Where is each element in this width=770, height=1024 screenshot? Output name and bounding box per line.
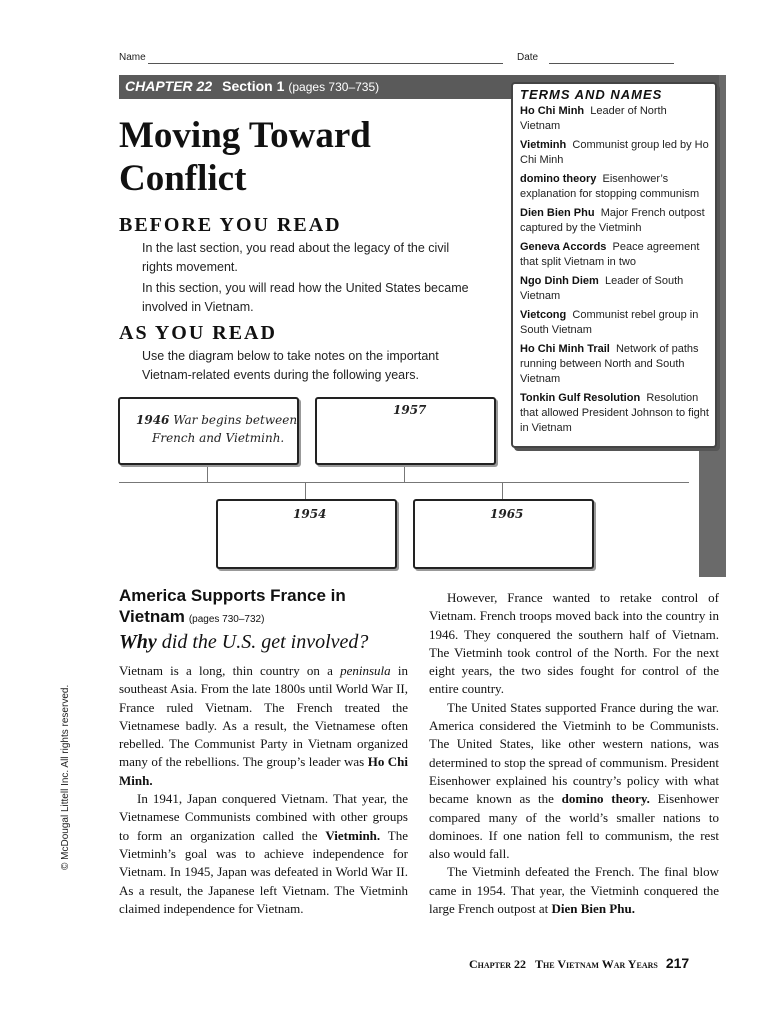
footer-title: The Vietnam War Years (535, 957, 658, 971)
page-title (119, 114, 371, 200)
term-name: Geneva Accords (520, 241, 607, 253)
left-p2-a: In 1941, Japan conquered Vietnam. That year, the Vietnamese Communists combined with other groups to form an organization called the (119, 791, 408, 843)
left-p1 (119, 662, 408, 790)
term-definition: Peace agreement that split Vietnam in two (520, 241, 700, 268)
term-definition: Resolution that allowed President Johnson to fight in Vietnam (520, 392, 709, 434)
page-number: 217 (665, 955, 690, 971)
as-you-read-heading: AS YOU READ (119, 322, 277, 344)
box-1957-year: 1957 (393, 403, 427, 417)
term-ho-chi-minh: Ho Chi Minh. (119, 754, 408, 788)
footer-chapter: Chapter 22 (469, 957, 527, 971)
term-name: domino theory (520, 173, 597, 185)
left-p2 (119, 790, 408, 918)
term-name: Vietcong (520, 309, 567, 321)
name-line[interactable] (148, 63, 503, 64)
box-1946-year: 1946 (136, 413, 170, 427)
right-p1: However, France wanted to retake control of Vietnam. French troops moved back into the country in 1946. They conquered the southern half of Vietnam. The Vietminh took control of the North. For the next eight years, the two sides fought for control of the entire country. (429, 590, 719, 697)
date-line[interactable] (549, 63, 674, 64)
box-1954-year: 1954 (293, 507, 327, 521)
term-definition: Eisenhower’s explanation for stopping communism (520, 173, 700, 200)
title-line-1: Moving Toward (119, 115, 371, 156)
box-1965-year: 1965 (490, 507, 524, 521)
timeline-box-1946[interactable] (118, 397, 299, 465)
timeline-tick-1957 (404, 465, 405, 482)
why-rest: did the U.S. get involved? (161, 631, 369, 653)
term-item (520, 391, 709, 436)
box-1946-note-b: French and Vietminh. (152, 431, 285, 445)
right-p2-a: The United States supported France during the war. America considered the Vietminh to be Communists. The United States, like other western nations, was determined to stop the spread of communism. President Eisenhower explained his country’s policy with what became known as the (429, 699, 719, 807)
term-definition: Network of paths running between North and South Vietnam (520, 343, 699, 385)
box-1946-text (136, 413, 297, 427)
page-footer (469, 955, 689, 972)
term-name: Tonkin Gulf Resolution (520, 392, 641, 404)
timeline-box-1965[interactable] (413, 499, 594, 569)
left-p1-b: in southeast Asia. From the late 1800s until World War II, France ruled Vietnam. The French treated the Vietnamese badly. As a result, the Vietnamese often rebelled. The Communist Party in Vietnam organized many of the rebellions. The group’s leader was (119, 663, 408, 770)
term-name: Ho Chi Minh (520, 105, 585, 117)
section-label: Section 1 (222, 78, 285, 94)
timeline-tick-1954 (305, 482, 306, 500)
timeline-axis (119, 482, 689, 483)
right-p2-b: Eisenhower compared many of the world’s smaller nations to dominoes. If one nation fell to communism, the rest also would fall. (429, 791, 719, 862)
why-question (119, 631, 368, 654)
term-definition: Leader of North Vietnam (520, 105, 667, 132)
why-word: Why (119, 631, 157, 653)
section-heading (119, 585, 409, 630)
right-column (429, 589, 719, 918)
before-you-read-heading: BEFORE YOU READ (119, 214, 342, 236)
chapter-banner-text (125, 78, 379, 94)
terms-list (520, 104, 709, 436)
left-p1-a: Vietnam is a long, thin country on a (119, 663, 341, 678)
right-p3-a: The Vietminh defeated the French. The final blow came in 1954. That year, the Vietminh conquered the large French outpost at (429, 864, 719, 917)
copyright-notice: © McDougal Littell Inc. All rights reserved. (60, 684, 71, 870)
before-you-read-p1: In the last section, you read about the legacy of the civil rights movement. (142, 241, 450, 274)
term-name: Ho Chi Minh Trail (520, 343, 610, 355)
term-name: Ngo Dinh Diem (520, 275, 599, 287)
name-label: Name (119, 52, 146, 63)
left-p2-b: The Vietminh’s goal was to achieve independence for Vietnam. In 1945, Japan was defeated in World War II. As a result, the Japanese left Vietnam. The Vietminh claimed independence for Vietnam. (119, 827, 408, 916)
right-p2 (429, 699, 719, 864)
timeline-box-1954[interactable] (216, 499, 397, 569)
term-definition: Major French outpost captured by the Vietminh (520, 207, 705, 234)
as-you-read-p1: Use the diagram below to take notes on the important Vietnam-related events during the following years. (142, 349, 439, 382)
term-definition: Leader of South Vietnam (520, 275, 684, 302)
term-vietminh: Vietminh. (325, 827, 381, 843)
date-label: Date (517, 52, 539, 63)
term-item (520, 104, 709, 134)
timeline-box-1957[interactable] (315, 397, 496, 465)
term-item (520, 342, 709, 387)
left-column (119, 662, 408, 918)
left-p1-em: peninsula (340, 663, 391, 678)
term-name: Dien Bien Phu (520, 207, 595, 219)
right-p3 (429, 863, 719, 918)
chapter-label: CHAPTER 22 (125, 78, 213, 94)
term-item (520, 172, 709, 202)
timeline-tick-1965 (502, 482, 503, 500)
term-item (520, 138, 709, 168)
term-domino-theory: domino theory. (561, 791, 650, 807)
term-dien-bien-phu: Dien Bien Phu. (551, 901, 635, 917)
terms-title: TERMS AND NAMES (520, 87, 663, 102)
section-pages: (pages 730–735) (288, 80, 380, 94)
box-1946-note-a: War begins between (173, 413, 298, 427)
section-heading-text: America Supports France in Vietnam (119, 586, 346, 626)
before-you-read-p2: In this section, you will read how the United States became involved in Vietnam. (142, 281, 469, 314)
terms-and-names-box (511, 82, 717, 448)
timeline-tick-1946 (207, 465, 208, 482)
term-item (520, 308, 709, 338)
term-name: Vietminh (520, 139, 567, 151)
term-definition: Communist rebel group in South Vietnam (520, 309, 699, 336)
section-heading-pages: (pages 730–732) (188, 614, 265, 625)
term-item (520, 274, 709, 304)
term-item (520, 240, 709, 270)
term-definition: Communist group led by Ho Chi Minh (520, 139, 709, 166)
term-item (520, 206, 709, 236)
title-line-2: Conflict (119, 158, 247, 199)
